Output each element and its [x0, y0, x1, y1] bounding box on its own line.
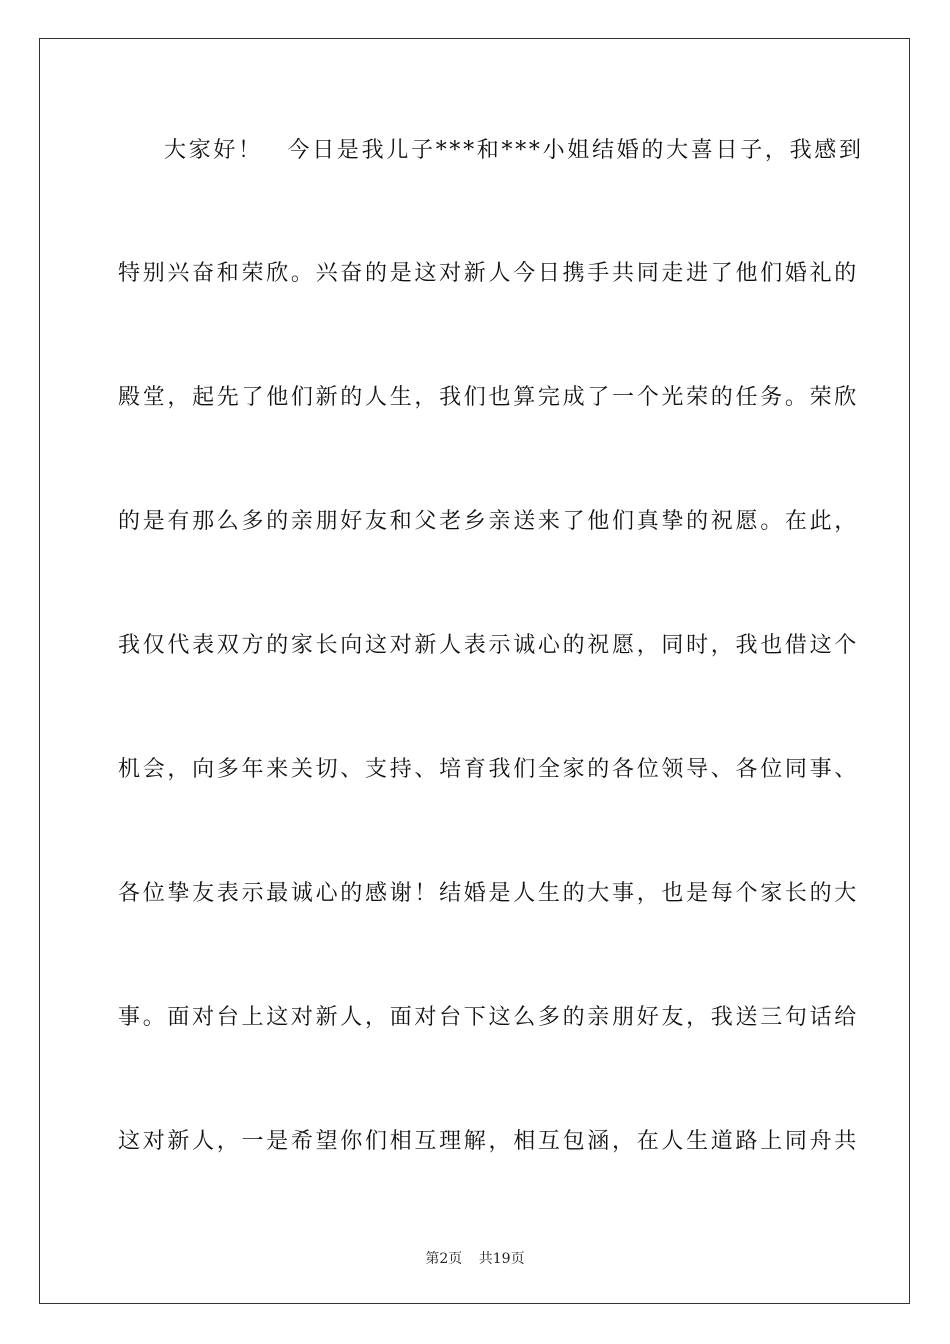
body-line-3: 殿堂，起先了他们新的人生，我们也算完成了一个光荣的任务。荣欣: [118, 385, 860, 410]
body-line-2: 特别兴奋和荣欣。兴奋的是这对新人今日携手共同走进了他们婚礼的: [118, 261, 860, 286]
page-footer: [0, 1248, 950, 1268]
body-line-5: 我仅代表双方的家长向这对新人表示诚心的祝愿，同时，我也借这个: [118, 633, 860, 658]
body-line-4: 的是有那么多的亲朋好友和父老乡亲送来了他们真挚的祝愿。在此，: [118, 509, 860, 534]
body-line-9: 这对新人，一是希望你们相互理解，相互包涵，在人生道路上同舟共: [118, 1129, 860, 1154]
body-line-8: 事。面对台上这对新人，面对台下这么多的亲朋好友，我送三句话给: [118, 1005, 860, 1030]
body-line-1: 大家好！ 今日是我儿子***和***小姐结婚的大喜日子，我感到: [164, 138, 864, 163]
page-border: [39, 38, 910, 1304]
page-number-total: 共19页: [478, 1251, 525, 1267]
page-number-current: 第2页: [425, 1251, 463, 1267]
body-line-7: 各位挚友表示最诚心的感谢！结婚是人生的大事，也是每个家长的大: [118, 881, 860, 906]
body-line-6: 机会，向多年来关切、支持、培育我们全家的各位领导、各位同事、: [118, 757, 860, 782]
